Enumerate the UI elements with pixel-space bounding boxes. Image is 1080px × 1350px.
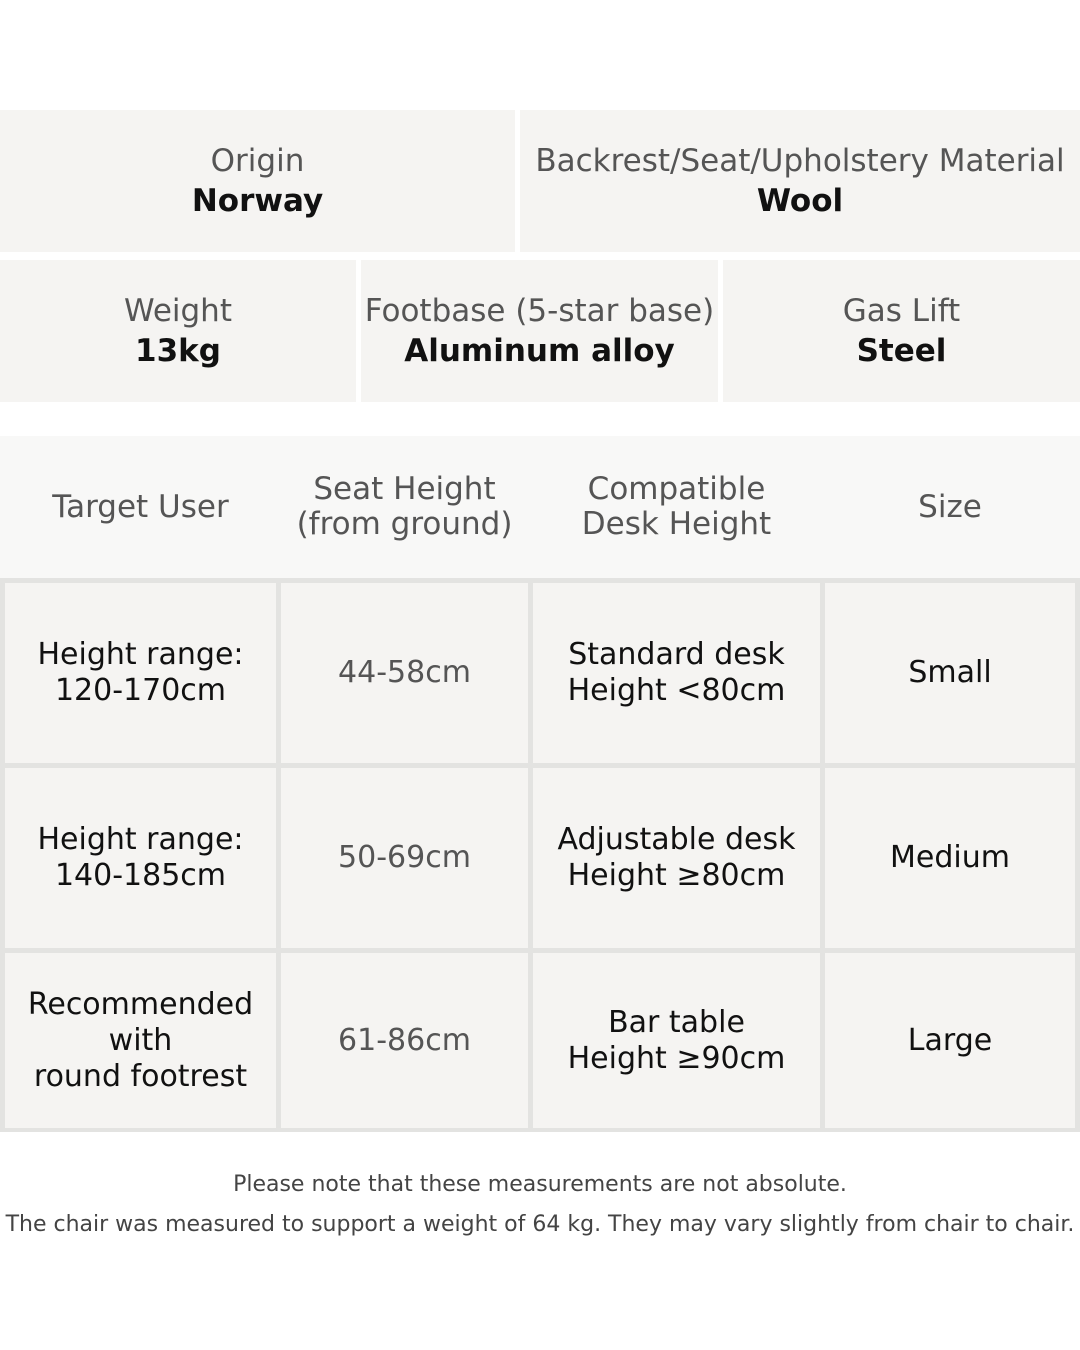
table-cell-seat-height: 50-69cm xyxy=(281,768,528,948)
header-size: Size xyxy=(918,488,982,525)
spec-card-weight xyxy=(0,260,356,402)
table-cell-desk-height: Standard desk Height <80cm xyxy=(533,583,820,763)
spec-value-footbase: Aluminum alloy xyxy=(404,333,675,369)
measurement-note: The chair was measured to support a weight of 64 kg. They may vary slightly from chair to chair. xyxy=(5,1212,1075,1237)
table-cell-target-user: Height range: 140-185cm xyxy=(5,768,276,948)
disclaimer-note: Please note that these measurements are not absolute. xyxy=(233,1172,847,1197)
header-target-user: Target User xyxy=(52,488,229,525)
table-cell-seat-height: 61-86cm xyxy=(281,953,528,1128)
spec-label-origin: Origin xyxy=(210,143,305,179)
spec-label-footbase: Footbase (5-star base) xyxy=(364,293,715,329)
table-cell-target-user: Height range: 120-170cm xyxy=(5,583,276,763)
spec-card-origin xyxy=(0,110,515,252)
header-desk-height: Compatible Desk Height xyxy=(581,471,772,542)
spec-label-weight: Weight xyxy=(123,293,232,329)
size-table xyxy=(0,436,1080,1132)
spec-label-gas-lift: Gas Lift xyxy=(842,293,961,329)
spec-card-gas-lift xyxy=(723,260,1080,402)
spec-value-origin: Norway xyxy=(191,183,324,219)
spec-value-gas-lift: Steel xyxy=(856,333,947,369)
spec-card-material xyxy=(520,110,1080,252)
table-cell-size: Medium xyxy=(825,768,1075,948)
table-cell-target-user: Recommended with round footrest xyxy=(5,953,276,1128)
table-cell-seat-height: 44-58cm xyxy=(281,583,528,763)
header-seat-height: Seat Height (from ground) xyxy=(296,471,513,542)
table-cell-desk-height: Bar table Height ≥90cm xyxy=(533,953,820,1128)
table-cell-size: Small xyxy=(825,583,1075,763)
spec-value-weight: 13kg xyxy=(135,333,221,369)
spec-label-material: Backrest/Seat/Upholstery Material xyxy=(535,143,1065,179)
spec-value-material: Wool xyxy=(756,183,844,219)
spec-card-footbase xyxy=(361,260,718,402)
table-cell-desk-height: Adjustable desk Height ≥80cm xyxy=(533,768,820,948)
table-cell-size: Large xyxy=(825,953,1075,1128)
size-table-header xyxy=(0,436,1080,578)
